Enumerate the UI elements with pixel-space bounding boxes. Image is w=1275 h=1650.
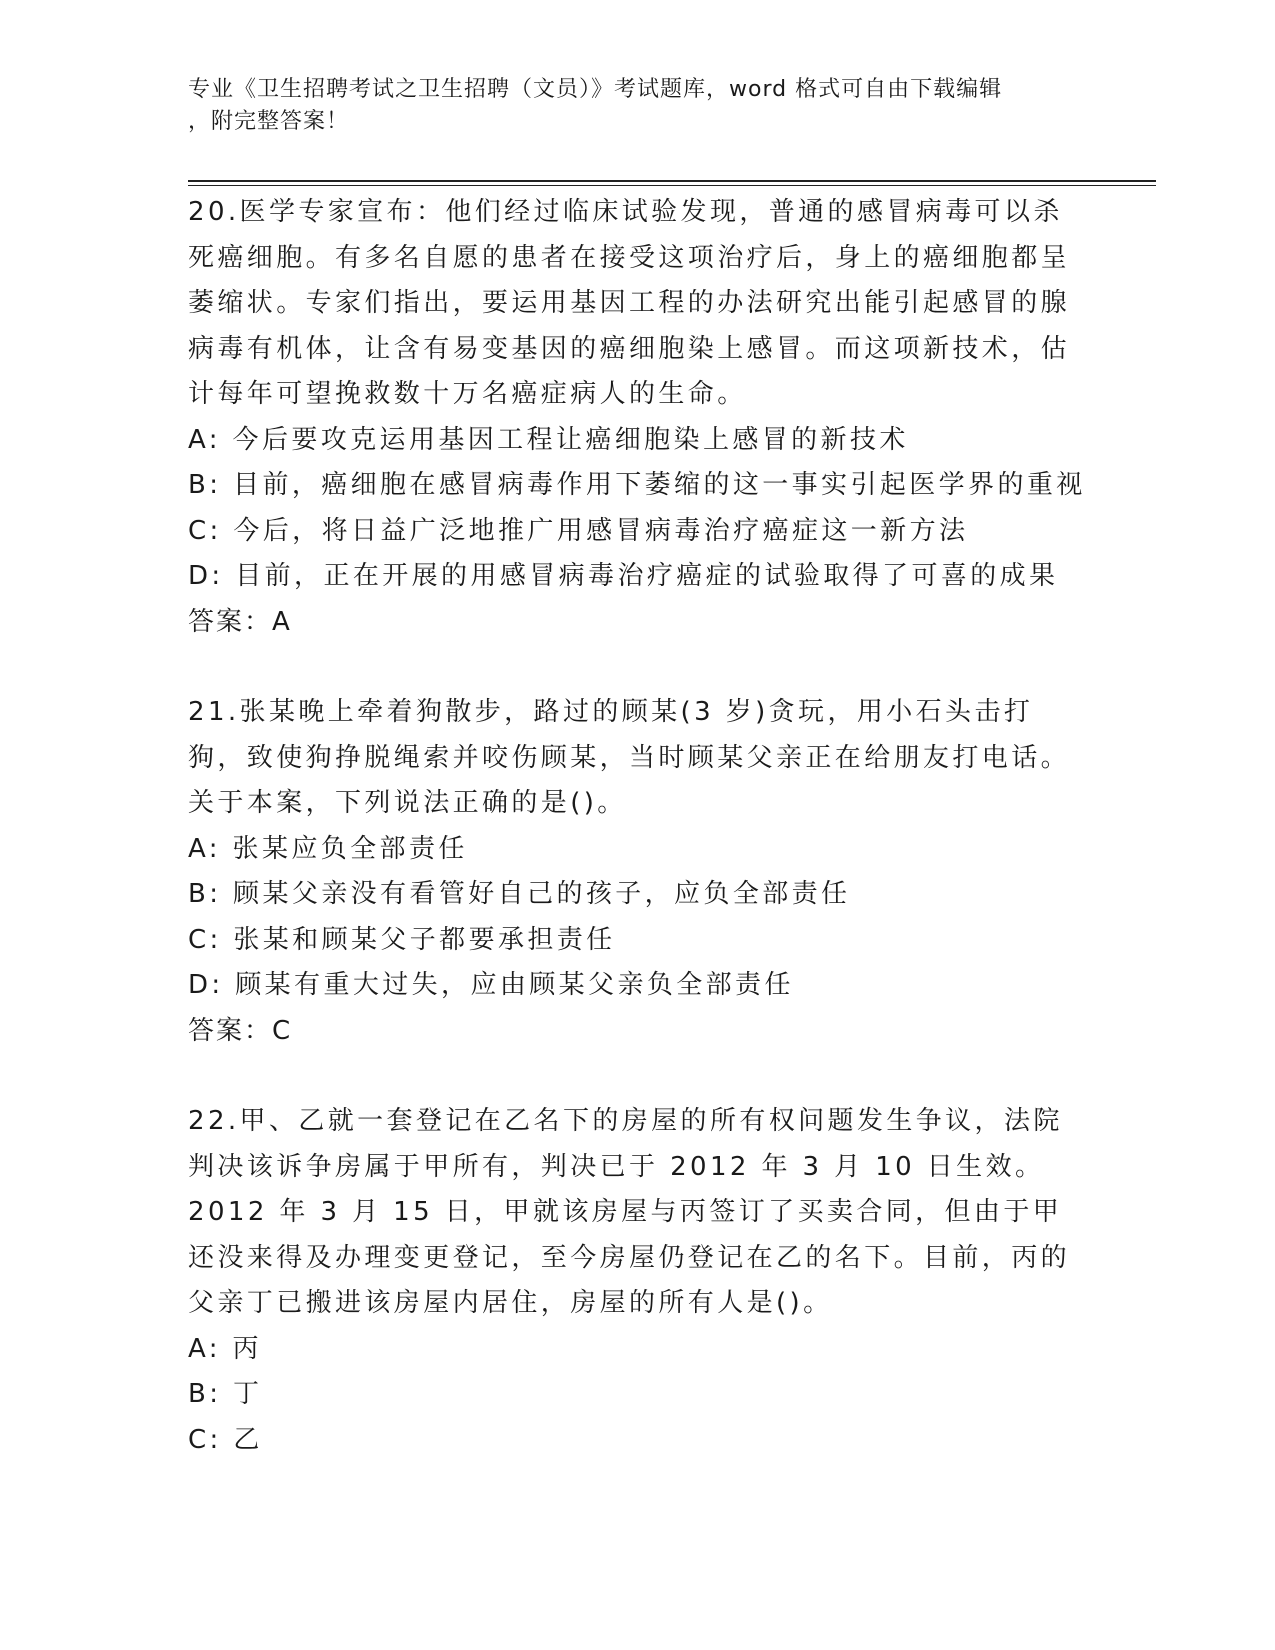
question-text: 22.甲、乙就一套登记在乙名下的房屋的所有权问题发生争议，法院判决该诉争房属于甲所有，判决已于 2012 年 3 月 10 日生效。2012 年 3 月 15 日，甲就该房屋与丙签订了买卖合同，但由于甲还没来得及办理变更登记，至今房屋仍登记在乙的名下。目前，丙的父亲丁已搬进该房屋内居住，房屋的所有人是()。 xyxy=(188,1106,1071,1318)
header-line-1: 专业《卫生招聘考试之卫生招聘（文员）》考试题库，word 格式可自由下载编辑 xyxy=(188,77,1003,102)
option-d: D: 顾某有重大过失，应由顾某父亲负全部责任 xyxy=(188,970,794,1000)
question-20 xyxy=(188,190,1088,645)
option-c: C: 乙 xyxy=(188,1424,263,1455)
question-22 xyxy=(188,1099,1088,1463)
option-a: A: 丙 xyxy=(188,1333,262,1364)
option-b: B: 目前，癌细胞在感冒病毒作用下萎缩的这一事实引起医学界的重视 xyxy=(188,470,1086,500)
header-line-2: ，附完整答案！ xyxy=(188,109,350,134)
spacer xyxy=(188,1054,1088,1099)
option-d: D: 目前，正在开展的用感冒病毒治疗癌症的试验取得了可喜的成果 xyxy=(188,561,1059,591)
question-text: 21.张某晚上牵着狗散步，路过的顾某(3 岁)贪玩，用小石头击打狗，致使狗挣脱绳索并咬伤顾某，当时顾某父亲正在给朋友打电话。关于本案，下列说法正确的是()。 xyxy=(188,697,1071,818)
option-a: A: 张某应负全部责任 xyxy=(188,833,468,864)
question-text: 20.医学专家宣布：他们经过临床试验发现，普通的感冒病毒可以杀死癌细胞。有多名自愿的患者在接受这项治疗后，身上的癌细胞都呈萎缩状。专家们指出，要运用基因工程的办法研究出能引起感冒的腺病毒有机体，让含有易变基因的癌细胞染上感冒。而这项新技术，估计每年可望挽救数十万名癌症病人的生命。 xyxy=(188,197,1071,409)
question-list xyxy=(188,190,1088,1463)
spacer xyxy=(188,645,1088,690)
option-a: A: 今后要攻克运用基因工程让癌细胞染上感冒的新技术 xyxy=(188,424,909,455)
answer: 答案：C xyxy=(188,1015,293,1046)
option-c: C: 今后，将日益广泛地推广用感冒病毒治疗癌症这一新方法 xyxy=(188,515,969,546)
header-divider-thick xyxy=(188,180,1156,182)
option-c: C: 张某和顾某父子都要承担责任 xyxy=(188,924,616,955)
question-21 xyxy=(188,690,1088,1054)
option-b: B: 顾某父亲没有看管好自己的孩子，应负全部责任 xyxy=(188,879,851,909)
document-header xyxy=(188,74,1068,138)
answer: 答案：A xyxy=(188,606,292,637)
option-b: B: 丁 xyxy=(188,1379,263,1409)
header-divider-thin xyxy=(188,185,1156,186)
